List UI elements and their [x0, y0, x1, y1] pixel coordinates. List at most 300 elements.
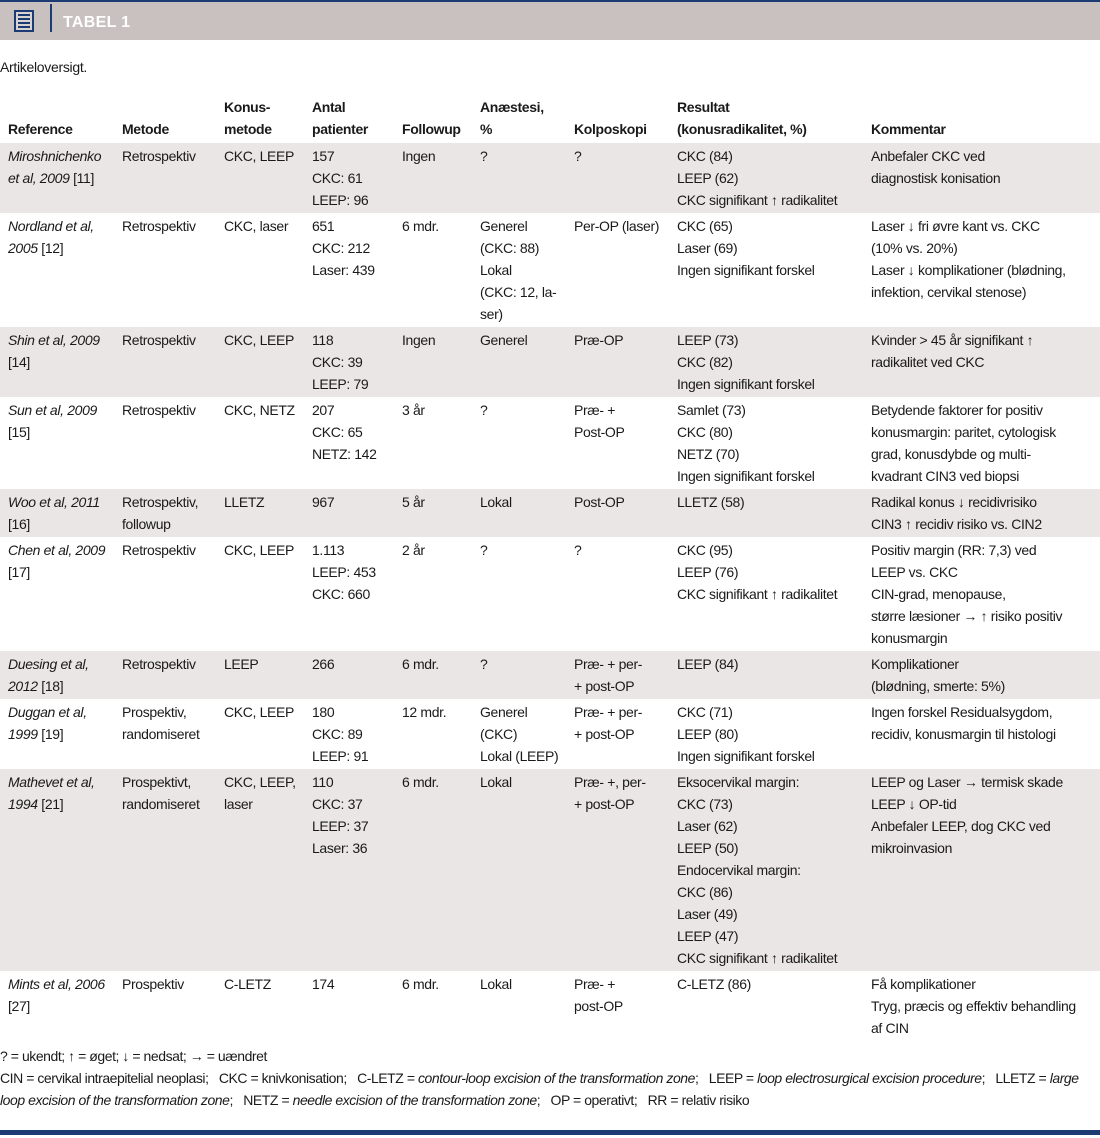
- reference-authors: Sun et al, 2009: [8, 402, 97, 418]
- cell-line: 2 år: [402, 542, 425, 558]
- table-cell: [304, 213, 394, 327]
- cell-line: LLETZ: [224, 494, 265, 510]
- cell-line: LEEP ↓ OP-tid: [871, 796, 957, 812]
- cell-line: CKC signifikant ↑ radikalitet: [677, 586, 838, 602]
- cell-line: LLETZ (58): [677, 494, 745, 510]
- cell-line: LEEP (62): [677, 170, 739, 186]
- table-cell: [394, 651, 472, 699]
- cell-line: Ingen signifikant forskel: [677, 748, 815, 764]
- table-cell: [863, 397, 1100, 489]
- cell-line: C-LETZ (86): [677, 976, 751, 992]
- reference-number: [18]: [41, 678, 64, 694]
- column-header: [472, 96, 566, 143]
- cell-line: CKC: 660: [312, 586, 370, 602]
- column-header: [304, 96, 394, 143]
- table-cell: [216, 327, 304, 397]
- reference-authors: Mathevet et al, 1994: [8, 774, 95, 812]
- cell-line: Ingen forskel Residualsygdom,: [871, 704, 1053, 720]
- table-cell: [216, 769, 304, 971]
- column-header: [669, 96, 863, 143]
- table-cell: [863, 699, 1100, 769]
- cell-line: CKC, NETZ: [224, 402, 295, 418]
- table-row: [0, 213, 1100, 327]
- cell-line: mikroinvasion: [871, 840, 953, 856]
- cell-line: Laser: 36: [312, 840, 368, 856]
- table-cell: [863, 651, 1100, 699]
- cell-line: (CKC): [480, 726, 518, 742]
- reference-cell: [0, 397, 114, 489]
- cell-line: ?: [480, 656, 488, 672]
- reference-cell: [0, 971, 114, 1041]
- cell-line: 174: [312, 976, 335, 992]
- abbreviation-definition: loop electrosurgical excision procedure: [757, 1070, 982, 1086]
- abbreviation: C-LETZ =: [357, 1070, 418, 1086]
- table-cell: [669, 769, 863, 971]
- reference-cell: [0, 699, 114, 769]
- abbreviation-entry: CKC = knivkonisation;: [218, 1070, 358, 1086]
- column-header: [394, 96, 472, 143]
- header-row: [0, 96, 1100, 143]
- cell-line: CKC, LEEP,: [224, 774, 296, 790]
- abbreviation-definition: knivkonisation: [261, 1070, 344, 1086]
- reference-authors: Shin et al, 2009: [8, 332, 100, 348]
- column-header: [0, 96, 114, 143]
- cell-line: Præ- + per-: [574, 656, 643, 672]
- cell-line: 651: [312, 218, 335, 234]
- reference-number: [17]: [8, 564, 30, 580]
- cell-line: (10% vs. 20%): [871, 240, 958, 256]
- abbreviation-entry: LEEP = loop electrosurgical excision procedure;: [708, 1070, 996, 1086]
- table-title-bar: [0, 0, 1100, 40]
- cell-line: Betydende faktorer for positiv: [871, 402, 1043, 418]
- table-cell: [669, 143, 863, 213]
- abbreviation: OP =: [550, 1092, 585, 1108]
- cell-line: større læsioner → ↑ risiko positiv: [871, 608, 1063, 624]
- table-cell: [394, 769, 472, 971]
- table-cell: [472, 213, 566, 327]
- table-cell: [566, 769, 669, 971]
- reference-cell: [0, 651, 114, 699]
- cell-line: Laser ↓ fri øvre kant vs. CKC: [871, 218, 1040, 234]
- table-cell: [566, 699, 669, 769]
- table-cell: [669, 971, 863, 1041]
- cell-line: LEEP (84): [677, 656, 739, 672]
- reference-cell: [0, 489, 114, 537]
- cell-line: CKC: 61: [312, 170, 363, 186]
- cell-line: Lokal: [480, 494, 512, 510]
- reference-authors: Nordland et al, 2005: [8, 218, 94, 256]
- cell-line: Laser ↓ komplikationer (blødning,: [871, 262, 1066, 278]
- table-cell: [669, 699, 863, 769]
- table-cell: [114, 327, 216, 397]
- cell-line: 6 mdr.: [402, 774, 439, 790]
- abbreviation-entry: C-LETZ = contour-loop excision of the transformation zone;: [357, 1070, 709, 1086]
- cell-line: Prospektiv,: [122, 704, 187, 720]
- reference-number: [21]: [41, 796, 64, 812]
- table-row: [0, 971, 1100, 1041]
- table-cell: [394, 397, 472, 489]
- cell-line: ?: [574, 148, 582, 164]
- header-line: Reference: [8, 121, 73, 137]
- reference-number: [19]: [41, 726, 64, 742]
- table-row: [0, 397, 1100, 489]
- cell-line: NETZ (70): [677, 446, 740, 462]
- cell-line: Præ- + per-: [574, 704, 643, 720]
- table-cell: [304, 769, 394, 971]
- abbreviation-definition: relativ risiko: [681, 1092, 750, 1108]
- table-cell: [669, 213, 863, 327]
- table-cell: [472, 971, 566, 1041]
- cell-line: CKC (82): [677, 354, 733, 370]
- table-cell: [472, 769, 566, 971]
- cell-line: CIN-grad, menopause,: [871, 586, 1006, 602]
- column-header: [216, 96, 304, 143]
- reference-cell: [0, 327, 114, 397]
- table-row: [0, 769, 1100, 971]
- cell-line: C-LETZ: [224, 976, 271, 992]
- cell-line: Laser: 439: [312, 262, 375, 278]
- abbreviation-definition: large loop excision of the transformation zone: [0, 1070, 1079, 1108]
- cell-line: CKC (86): [677, 884, 733, 900]
- table-row: [0, 699, 1100, 769]
- cell-line: 6 mdr.: [402, 976, 439, 992]
- abbreviation-entry: [648, 1092, 750, 1108]
- cell-line: Kvinder > 45 år signifikant ↑: [871, 332, 1034, 348]
- cell-line: kvadrant CIN3 ved biopsi: [871, 468, 1020, 484]
- table-footnotes: [0, 1045, 1100, 1111]
- reference-number: [11]: [73, 170, 95, 186]
- table-row: [0, 489, 1100, 537]
- table-cell: [394, 489, 472, 537]
- cell-line: Prospektiv: [122, 976, 184, 992]
- cell-line: (CKC: 12, la-: [480, 284, 557, 300]
- cell-line: CKC signifikant ↑ radikalitet: [677, 950, 838, 966]
- cell-line: ser): [480, 306, 503, 322]
- cell-line: Retrospektiv: [122, 148, 196, 164]
- table-cell: [394, 699, 472, 769]
- table-cell: [472, 143, 566, 213]
- cell-line: Lokal: [480, 976, 512, 992]
- table-cell: [566, 537, 669, 651]
- column-header: [114, 96, 216, 143]
- table-cell: [114, 651, 216, 699]
- cell-line: Få komplikationer: [871, 976, 976, 992]
- abbreviation-list: [0, 1067, 1100, 1111]
- cell-line: LEEP: 453: [312, 564, 376, 580]
- cell-line: Laser (62): [677, 818, 738, 834]
- table-cell: [114, 489, 216, 537]
- cell-line: Retrospektiv: [122, 332, 196, 348]
- cell-line: recidiv, konusmargin til histologi: [871, 726, 1056, 742]
- table-row: [0, 143, 1100, 213]
- table-cell: [114, 143, 216, 213]
- cell-line: Generel: [480, 332, 528, 348]
- reference-cell: [0, 143, 114, 213]
- table-cell: [472, 699, 566, 769]
- table-cell: [863, 971, 1100, 1041]
- cell-line: Præ-OP: [574, 332, 624, 348]
- header-line: Konus-: [224, 99, 271, 115]
- cell-line: Ingen signifikant forskel: [677, 376, 815, 392]
- cell-line: CKC: 37: [312, 796, 363, 812]
- table-cell: [472, 489, 566, 537]
- cell-line: CKC signifikant ↑ radikalitet: [677, 192, 838, 208]
- header-line: Kommentar: [871, 121, 946, 137]
- cell-line: CIN3 ↑ recidiv risiko vs. CIN2: [871, 516, 1042, 532]
- table-cell: [114, 699, 216, 769]
- cell-line: Generel: [480, 218, 528, 234]
- table-cell: [304, 971, 394, 1041]
- table-cell: [472, 327, 566, 397]
- reference-number: [14]: [8, 354, 30, 370]
- cell-line: CKC (95): [677, 542, 733, 558]
- cell-line: LEEP (73): [677, 332, 739, 348]
- table-cell: [566, 397, 669, 489]
- table-cell: [216, 971, 304, 1041]
- cell-line: CKC: 65: [312, 424, 363, 440]
- cell-line: + post-OP: [574, 726, 635, 742]
- table-caption: Artikeloversigt.: [0, 59, 88, 75]
- table-cell: [863, 537, 1100, 651]
- abbreviation-definition: cervikal intraepitelial neoplasi: [37, 1070, 206, 1086]
- cell-line: Ingen signifikant forskel: [677, 262, 815, 278]
- table-cell: [566, 651, 669, 699]
- table-cell: [394, 143, 472, 213]
- table-cell: [304, 397, 394, 489]
- header-line: Metode: [122, 121, 169, 137]
- cell-line: + post-OP: [574, 796, 635, 812]
- column-header: [863, 96, 1100, 143]
- cell-line: LEEP (47): [677, 928, 739, 944]
- cell-line: CKC (80): [677, 424, 733, 440]
- table-cell: [216, 699, 304, 769]
- abbreviation-definition: contour-loop excision of the transformation zone: [417, 1070, 695, 1086]
- reference-authors: Duggan et al, 1999: [8, 704, 87, 742]
- table-cell: [216, 397, 304, 489]
- cell-line: (CKC: 88): [480, 240, 540, 256]
- cell-line: Ingen: [402, 148, 436, 164]
- cell-line: laser: [224, 796, 253, 812]
- cell-line: ?: [480, 148, 488, 164]
- abbreviation: NETZ =: [243, 1092, 293, 1108]
- cell-line: Lokal: [480, 262, 512, 278]
- table-cell: [216, 143, 304, 213]
- cell-line: randomiseret: [122, 726, 200, 742]
- cell-line: randomiseret: [122, 796, 200, 812]
- reference-authors: Duesing et al, 2012: [8, 656, 89, 694]
- symbol-legend: ? = ukendt; ↑ = øget; ↓ = nedsat; → = uændret: [0, 1048, 267, 1064]
- table-cell: [566, 143, 669, 213]
- table-cell: [304, 537, 394, 651]
- abbreviation-entry: LLETZ = large loop excision of the transformation zone;: [0, 1070, 1079, 1108]
- cell-line: af CIN: [871, 1020, 909, 1036]
- cell-line: CKC: 39: [312, 354, 363, 370]
- cell-line: LEEP (50): [677, 840, 739, 856]
- reference-cell: [0, 537, 114, 651]
- table-cell: [669, 327, 863, 397]
- cell-line: post-OP: [574, 998, 623, 1014]
- cell-line: CKC, LEEP: [224, 148, 294, 164]
- cell-line: LEEP: 37: [312, 818, 369, 834]
- cell-line: (blødning, smerte: 5%): [871, 678, 1005, 694]
- reference-authors: Chen et al, 2009: [8, 542, 106, 558]
- table-cell: [669, 489, 863, 537]
- table-cell: [863, 489, 1100, 537]
- cell-line: CKC (73): [677, 796, 733, 812]
- cell-line: NETZ: 142: [312, 446, 377, 462]
- cell-line: 5 år: [402, 494, 425, 510]
- abbreviation: CKC =: [218, 1070, 262, 1086]
- table-icon: [14, 10, 34, 32]
- cell-line: Retrospektiv,: [122, 494, 199, 510]
- cell-line: Retrospektiv: [122, 542, 196, 558]
- table-cell: [669, 651, 863, 699]
- cell-line: LEEP: [224, 656, 259, 672]
- cell-line: Lokal (LEEP): [480, 748, 559, 764]
- cell-line: CKC, LEEP: [224, 542, 294, 558]
- cell-line: Per-OP (laser): [574, 218, 660, 234]
- table-cell: [114, 769, 216, 971]
- cell-line: 3 år: [402, 402, 425, 418]
- cell-line: Generel: [480, 704, 528, 720]
- table-cell: [863, 769, 1100, 971]
- table-cell: [566, 489, 669, 537]
- table-cell: [863, 213, 1100, 327]
- abbreviation-definition: needle excision of the transformation zone: [292, 1092, 537, 1108]
- table-cell: [216, 489, 304, 537]
- cell-line: CKC (84): [677, 148, 733, 164]
- cell-line: ?: [480, 542, 488, 558]
- cell-line: ?: [480, 402, 488, 418]
- table-cell: [216, 651, 304, 699]
- table-cell: [114, 971, 216, 1041]
- header-line: Antal: [312, 99, 346, 115]
- cell-line: Tryg, præcis og effektiv behandling: [871, 998, 1076, 1014]
- reference-authors: Mints et al, 2006: [8, 976, 105, 992]
- cell-line: grad, konusdybde og multi-: [871, 446, 1031, 462]
- header-line: Anæstesi,: [480, 99, 544, 115]
- cell-line: 6 mdr.: [402, 218, 439, 234]
- cell-line: 967: [312, 494, 335, 510]
- cell-line: LEEP: 79: [312, 376, 369, 392]
- cell-line: LEEP (80): [677, 726, 739, 742]
- header-line: Resultat: [677, 99, 730, 115]
- cell-line: CKC: 89: [312, 726, 363, 742]
- header-line: %: [480, 121, 493, 137]
- cell-line: LEEP: 91: [312, 748, 369, 764]
- cell-line: 266: [312, 656, 335, 672]
- cell-line: 1.113: [312, 542, 345, 558]
- table-cell: [394, 327, 472, 397]
- table-cell: [216, 537, 304, 651]
- header-line: (konusradikalitet, %): [677, 121, 807, 137]
- table-cell: [394, 971, 472, 1041]
- cell-line: Præ- +, per-: [574, 774, 646, 790]
- cell-line: Post-OP: [574, 424, 625, 440]
- table-cell: [472, 397, 566, 489]
- table-cell: [114, 397, 216, 489]
- cell-line: Laser (69): [677, 240, 738, 256]
- cell-line: Præ- +: [574, 976, 616, 992]
- table-cell: [114, 213, 216, 327]
- cell-line: infektion, cervikal stenose): [871, 284, 1027, 300]
- table-cell: [304, 651, 394, 699]
- reference-number: [16]: [8, 516, 30, 532]
- cell-line: LEEP: 96: [312, 192, 369, 208]
- cell-line: Ingen signifikant forskel: [677, 468, 815, 484]
- reference-authors: Miroshnichenko et al, 2009: [8, 148, 102, 186]
- cell-line: Retrospektiv: [122, 218, 196, 234]
- reference-number: [15]: [8, 424, 30, 440]
- table-cell: [216, 213, 304, 327]
- cell-line: konusmargin: [871, 630, 948, 646]
- cell-line: 180: [312, 704, 335, 720]
- cell-line: 157: [312, 148, 335, 164]
- cell-line: LEEP vs. CKC: [871, 564, 958, 580]
- abbreviation: CIN =: [0, 1070, 38, 1086]
- cell-line: CKC: 212: [312, 240, 370, 256]
- table-cell: [863, 327, 1100, 397]
- table-cell: [304, 327, 394, 397]
- cell-line: Samlet (73): [677, 402, 746, 418]
- abbreviation: LLETZ =: [995, 1070, 1050, 1086]
- cell-line: Præ- +: [574, 402, 616, 418]
- table-cell: [566, 971, 669, 1041]
- divider: [50, 4, 52, 32]
- table-cell: [394, 537, 472, 651]
- table-cell: [472, 651, 566, 699]
- table-cell: [669, 537, 863, 651]
- table-row: [0, 327, 1100, 397]
- cell-line: + post-OP: [574, 678, 635, 694]
- table-cell: [394, 213, 472, 327]
- abbreviation-entry: CIN = cervikal intraepitelial neoplasi;: [0, 1070, 219, 1086]
- abbreviation-entry: OP = operativt;: [550, 1092, 648, 1108]
- abbreviation-definition: operativt: [584, 1092, 634, 1108]
- table-cell: [669, 397, 863, 489]
- cell-line: CKC (65): [677, 218, 733, 234]
- cell-line: CKC (71): [677, 704, 733, 720]
- cell-line: Retrospektiv: [122, 402, 196, 418]
- cell-line: radikalitet ved CKC: [871, 354, 985, 370]
- cell-line: LEEP og Laser → termisk skade: [871, 774, 1063, 790]
- cell-line: Ingen: [402, 332, 436, 348]
- reference-cell: [0, 213, 114, 327]
- cell-line: Retrospektiv: [122, 656, 196, 672]
- abbreviation-entry: NETZ = needle excision of the transformation zone;: [243, 1092, 551, 1108]
- cell-line: Laser (49): [677, 906, 738, 922]
- cell-line: CKC, laser: [224, 218, 289, 234]
- cell-line: Post-OP: [574, 494, 625, 510]
- cell-line: CKC, LEEP: [224, 332, 294, 348]
- cell-line: Komplikationer: [871, 656, 959, 672]
- cell-line: LEEP (76): [677, 564, 739, 580]
- cell-line: 118: [312, 332, 334, 348]
- cell-line: Anbefaler CKC ved: [871, 148, 985, 164]
- table-cell: [566, 213, 669, 327]
- abbreviation: LEEP =: [708, 1070, 758, 1086]
- table-cell: [863, 143, 1100, 213]
- table-cell: [566, 327, 669, 397]
- header-line: patienter: [312, 121, 368, 137]
- reference-cell: [0, 769, 114, 971]
- abbreviation: RR =: [647, 1092, 682, 1108]
- reference-number: [12]: [41, 240, 64, 256]
- cell-line: Eksocervikal margin:: [677, 774, 800, 790]
- cell-line: Radikal konus ↓ recidivrisiko: [871, 494, 1037, 510]
- header-line: Followup: [402, 121, 461, 137]
- header-line: metode: [224, 121, 272, 137]
